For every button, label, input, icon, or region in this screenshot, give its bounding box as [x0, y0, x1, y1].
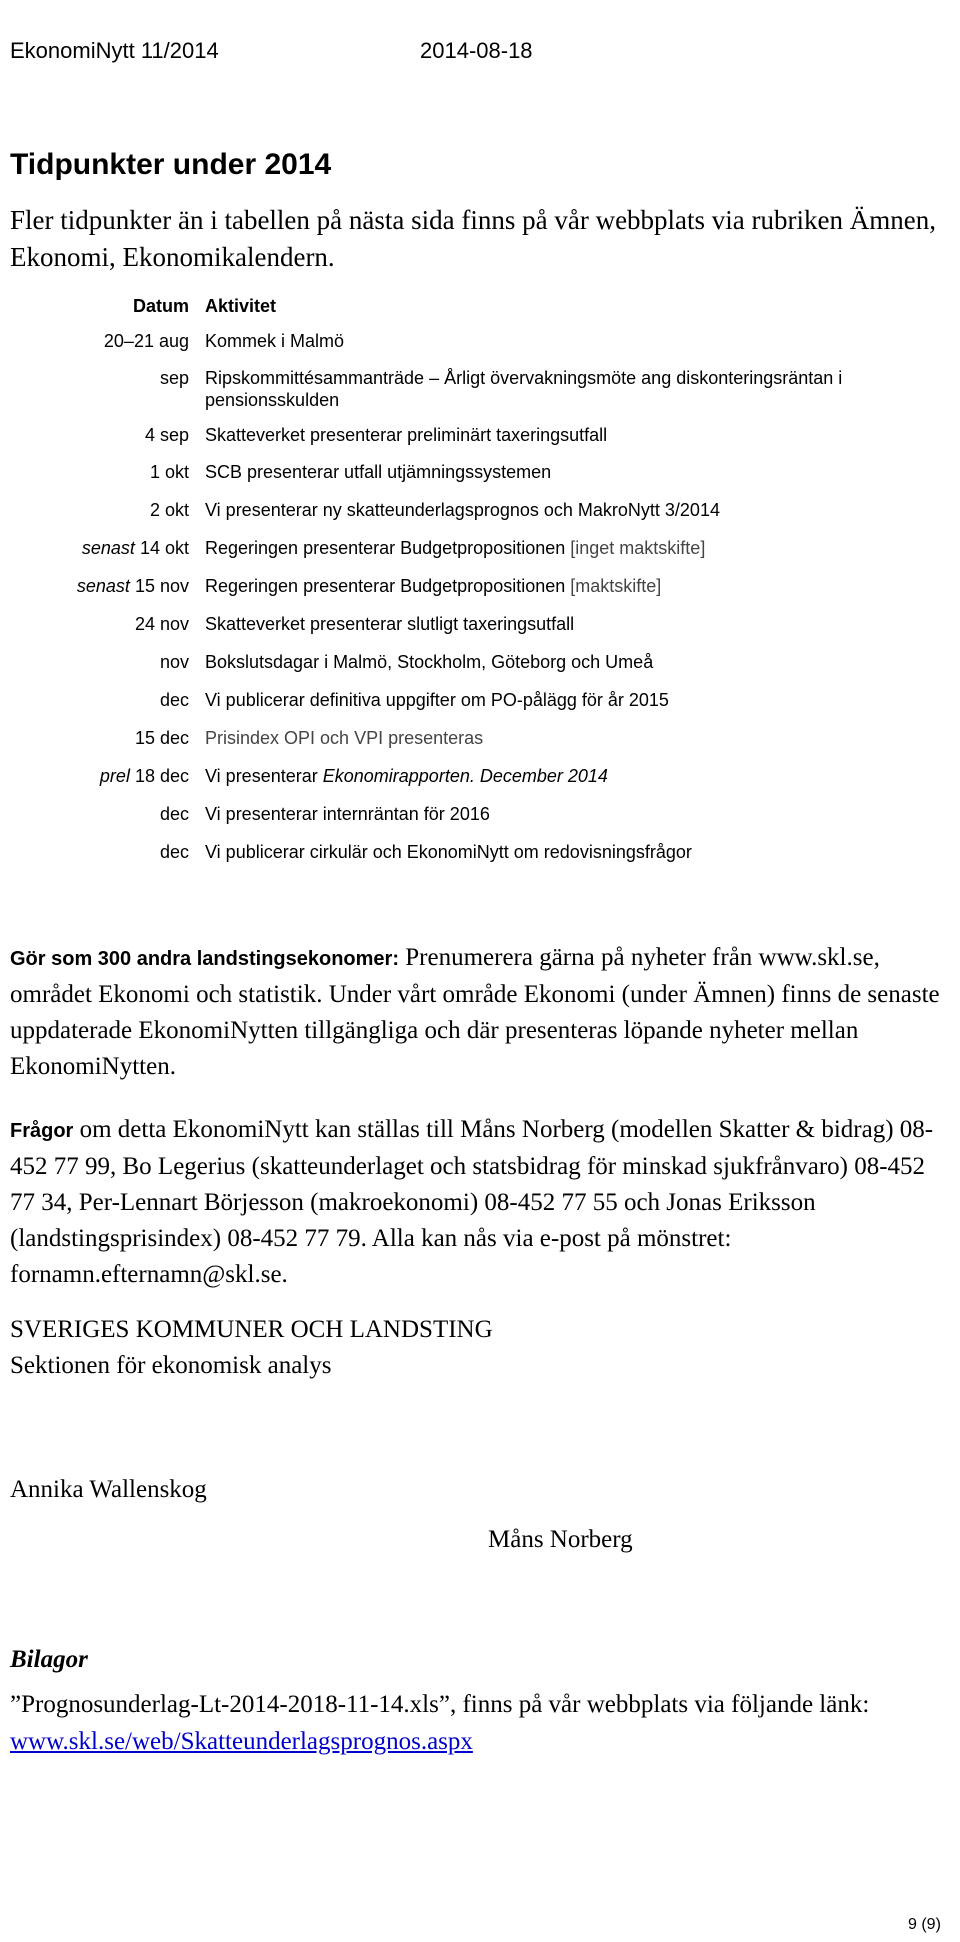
column-header-activity: Aktivitet: [205, 296, 277, 316]
row-note: [inget maktskifte]: [570, 538, 706, 558]
row-activity: Vi presenterar internräntan för 2016: [205, 804, 490, 824]
page-number: 9 (9): [908, 1916, 941, 1933]
row-activity-italic: Ekonomirapporten. December 2014: [322, 766, 608, 786]
row-activity-cell: [205, 765, 950, 787]
row-date-cell: [0, 537, 189, 559]
row-activity: Bokslutsdagar i Malmö, Stockholm, Göteborg och Umeå: [205, 652, 654, 672]
row-date: dec: [159, 690, 189, 710]
row-activity: Regeringen presenterar Budgetpropositionen: [205, 538, 566, 558]
row-date: 18 dec: [134, 766, 189, 786]
attachments-heading: Bilagor: [10, 1646, 88, 1673]
page-title: Tidpunkter under 2014: [10, 148, 332, 181]
row-date: 2 okt: [149, 500, 189, 520]
row-date: sep: [159, 368, 189, 388]
document-header-title: EkonomiNytt 11/2014: [10, 38, 219, 63]
attachments-link[interactable]: www.skl.se/web/Skatteunderlagsprognos.aspx: [10, 1728, 473, 1755]
row-date: 14 okt: [139, 538, 189, 558]
attachments-paragraph: [10, 1686, 950, 1760]
row-activity: Prisindex OPI och VPI presenteras: [205, 728, 484, 748]
row-date-cell: [0, 765, 189, 787]
row-date-prefix: senast: [81, 538, 135, 558]
row-date: 15 dec: [134, 728, 189, 748]
row-activity: Ripskommittésammanträde – Årligt övervakningsmöte ang diskonteringsräntan i pensionsskulden: [205, 368, 843, 410]
row-date: 4 sep: [144, 425, 189, 445]
row-activity: Vi publicerar definitiva uppgifter om PO-pålägg för år 2015: [205, 690, 669, 710]
subscribe-lead: Gör som 300 andra landstingsekonomer:: [10, 948, 399, 970]
row-activity: Skatteverket presenterar slutligt taxeringsutfall: [205, 614, 575, 634]
column-header-date: Datum: [132, 296, 189, 316]
row-date-cell: [0, 575, 189, 597]
row-activity: Vi presenterar: [205, 766, 318, 786]
questions-paragraph: [10, 1112, 950, 1293]
signature-second: Måns Norberg: [488, 1526, 633, 1553]
row-date: 20–21 aug: [103, 331, 189, 351]
subscribe-paragraph: [10, 940, 950, 1085]
questions-lead: Frågor: [10, 1120, 74, 1142]
organization-section: Sektionen för ekonomisk analys: [10, 1352, 332, 1379]
intro-paragraph: Fler tidpunkter än i tabellen på nästa sida finns på vår webbplats via rubriken Ämnen, Ekonomi, Ekonomikalendern.: [10, 205, 936, 272]
row-date: dec: [159, 804, 189, 824]
row-activity: Regeringen presenterar Budgetpropositionen: [205, 576, 566, 596]
row-activity: Vi presenterar ny skatteunderlagsprognos och MakroNytt 3/2014: [205, 500, 720, 520]
row-activity-cell: [205, 575, 950, 597]
row-date: 1 okt: [149, 462, 189, 482]
row-activity-cell: [205, 537, 950, 559]
row-note: [maktskifte]: [570, 576, 662, 596]
row-date-prefix: senast: [76, 576, 130, 596]
row-activity: SCB presenterar utfall utjämningssystemen: [205, 462, 552, 482]
row-date: nov: [159, 652, 189, 672]
row-activity: Kommek i Malmö: [205, 331, 345, 351]
subscribe-text: Prenumerera gärna på nyheter från www.skl.se, området Ekonomi och statistik. Under vårt område Ekonomi (under Ämnen) finns de senaste uppdaterade EkonomiNytten tillgängliga och där presenteras löpande nyheter mellan EkonomiNytten.: [10, 944, 940, 1080]
row-date: 24 nov: [134, 614, 189, 634]
row-date: dec: [159, 842, 189, 862]
document-header-date: 2014-08-18: [420, 38, 533, 63]
questions-text: om detta EkonomiNytt kan ställas till Måns Norberg (modellen Skatter & bidrag) 08-452 77 99, Bo Legerius (skatteunderlaget och statsbidrag för minskad sjukfrånvaro) 08-452 77 34, Per-Lennart Börjesson (makroekonomi) 08-452 77 55 och Jonas Eriksson (landstingsprisindex) 08-452 77 79. Alla kan nås via e-post på mönstret: fornamn.efternamn@skl.se.: [10, 1116, 934, 1288]
row-date-prefix: prel: [99, 766, 130, 786]
row-date: 15 nov: [134, 576, 189, 596]
signature-first: Annika Wallenskog: [10, 1476, 207, 1503]
row-activity: Skatteverket presenterar preliminärt taxeringsutfall: [205, 425, 608, 445]
attachments-text: ”Prognosunderlag-Lt-2014-2018-11-14.xls”, finns på vår webbplats via följande länk:: [10, 1691, 870, 1718]
organization-name: SVERIGES KOMMUNER OCH LANDSTING: [10, 1316, 493, 1343]
row-activity: Vi publicerar cirkulär och EkonomiNytt om redovisningsfrågor: [205, 842, 692, 862]
